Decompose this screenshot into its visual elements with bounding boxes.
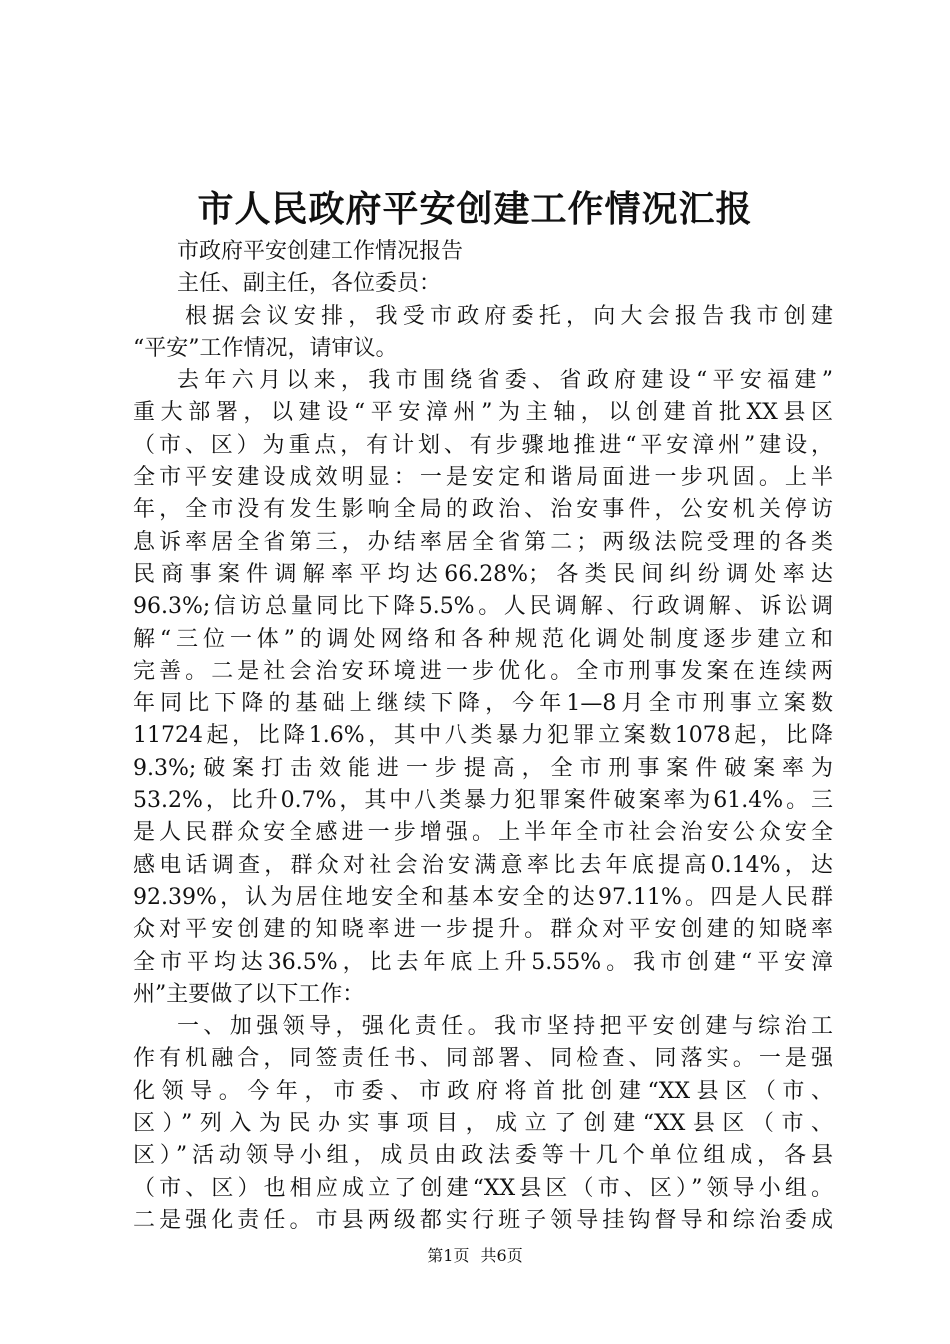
body-line: 主任、副主任，各位委员： <box>177 271 442 297</box>
body-line: 去年六月以来，我市围绕省委、省政府建设“平安福建” <box>177 368 833 394</box>
page-number: 第1页 <box>427 1246 470 1265</box>
body-line: 是人民群众安全感进一步增强。上半年全市社会治安公众安全 <box>133 820 833 846</box>
body-line: （市、区）为重点，有计划、有步骤地推进“平安漳州”建设， <box>133 432 833 458</box>
document-title: 市人民政府平安创建工作情况汇报 <box>197 189 753 230</box>
page-footer <box>0 1244 950 1268</box>
body-line: 解“三位一体”的调处网络和各种规范化调处制度逐步建立和 <box>133 626 833 652</box>
body-line: 作有机融合，同签责任书、同部署、同检查、同落实。一是强 <box>133 1046 833 1072</box>
page-total: 共6页 <box>480 1246 523 1265</box>
body-line: 全市平安建设成效明显：一是安定和谐局面进一步巩固。上半 <box>133 465 833 491</box>
body-line: 一、加强领导，强化责任。我市坚持把平安创建与综治工 <box>177 1014 833 1040</box>
body-line: 感电话调查，群众对社会治安满意率比去年底提高0.14%，达 <box>133 852 833 878</box>
body-line: （市、区）也相应成立了创建“XX县区（市、区）”领导小组。 <box>133 1175 833 1201</box>
body-line: 众对平安创建的知晓率进一步提升。群众对平安创建的知晓率 <box>133 917 833 943</box>
body-line: 11724起，比降1.6%，其中八类暴力犯罪立案数1078起，比降 <box>133 723 833 749</box>
body-line: 市政府平安创建工作情况报告 <box>177 239 464 264</box>
body-line: 完善。二是社会治安环境进一步优化。全市刑事发案在连续两 <box>133 658 833 684</box>
body-line: 全市平均达36.5%，比去年底上升5.55%。我市创建“平安漳 <box>133 949 833 975</box>
body-line: 根据会议安排，我受市政府委托，向大会报告我市创建 <box>185 303 833 329</box>
document-body <box>133 236 833 1237</box>
body-line: 区）”活动领导小组，成员由政法委等十几个单位组成，各县 <box>133 1143 833 1169</box>
body-line: 重大部署，以建设“平安漳州”为主轴，以创建首批XX县区 <box>133 400 833 426</box>
body-line: 年，全市没有发生影响全局的政治、治安事件，公安机关停访 <box>133 497 833 523</box>
body-line: 9.3%;破案打击效能进一步提高，全市刑事案件破案率为 <box>133 755 833 781</box>
body-line: 92.39%，认为居住地安全和基本安全的达97.11%。四是人民群 <box>133 884 833 910</box>
body-line: 53.2%，比升0.7%，其中八类暴力犯罪案件破案率为61.4%。三 <box>133 788 833 814</box>
body-line: “平安”工作情况，请审议。 <box>133 335 398 361</box>
body-line: 息诉率居全省第三，办结率居全省第二；两级法院受理的各类 <box>133 529 833 555</box>
body-line: 民商事案件调解率平均达66.28%；各类民间纠纷调处率达 <box>133 561 833 587</box>
body-line: 化领导。今年，市委、市政府将首批创建“XX县区（市、 <box>133 1078 833 1104</box>
body-line: 年同比下降的基础上继续下降，今年1—8月全市刑事立案数 <box>133 691 833 717</box>
body-line: 96.3%;信访总量同比下降5.5%。人民调解、行政调解、诉讼调 <box>133 594 833 620</box>
body-line: 区）”列入为民办实事项目，成立了创建“XX县区（市、 <box>133 1111 833 1137</box>
body-line: 州”主要做了以下工作： <box>133 981 365 1007</box>
body-line: 二是强化责任。市县两级都实行班子领导挂钩督导和综治委成 <box>133 1207 833 1233</box>
